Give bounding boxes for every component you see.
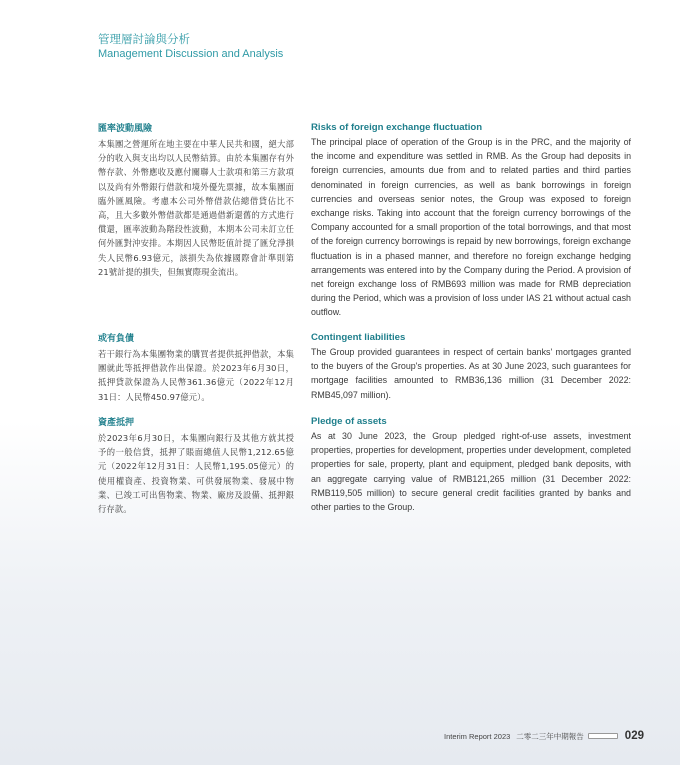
section-pledge-of-assets-zh [98,418,294,516]
section-fx-risk-en [311,122,631,320]
footer-report-zh: 二零二三年中期報告 [516,731,584,741]
header-title-en: Management Discussion and Analysis [98,48,284,60]
footer-divider [588,733,618,739]
section-body-en: As at 30 June 2023, the Group pledged right-of-use assets, investment properties, properties for development, properties under development, completed properties for sale, property, plant and equipment, pledged bank deposits, with an aggregate carrying value of RMB121,265 million (31 December 2022: RMB119,505 million) to secure general credit facilities granted by banks and other parties to the Group. [311,431,631,513]
section-heading-en: Risks of foreign exchange fluctuation [311,122,483,133]
section-heading-zh: 或有負債 [98,334,135,344]
section-body-en: The Group provided guarantees in respect of certain banks' mortgages granted to the buyers of the Group's properties. As at 30 June 2023, such guarantees for mortgage facilities amounted to RMB36,136 million (31 December 2022: RMB45,097 million). [311,347,631,400]
section-heading-en: Contingent liabilities [311,332,406,343]
page-footer [444,729,644,743]
section-body-zh: 於2023年6月30日，本集團向銀行及其他方就其授予的一般信貸，抵押了賬面總值人民幣1,212.65億元（2022年12月31日：人民幣1,195.05億元）的使用權資產、投資物業、可供發展物業、發展中物業、已竣工可出售物業、物業、廠房及設備、抵押銀行存款。 [98,433,294,515]
page-number: 029 [624,730,644,742]
section-body-en: The principal place of operation of the Group is in the PRC, and the majority of the income and expenditure was settled in RMB. As the Group had deposits in foreign currencies, amounts due from and to related parties and third parties denominated in foreign currencies, as well as bank borrowings in foreign currencies and overseas senior notes, the Group was exposed to foreign exchange risks. Taking into account that the foreign currency borrowings of the Company accounted for a small proportion of the total borrowings, and that most of the foreign currency borrowings is repaid by new borrowings, foreign exchange fluctuation is in a phased manner, and therefore no foreign exchange hedging arrangements was entered into by the Company during the Period. A provision of net foreign exchange loss of RMB693 million was made for RMB depreciation during the Period, which was a provision of loss under IAS 21 without actual cash outflow. [311,137,631,318]
section-contingent-liabilities-en [311,332,631,402]
section-fx-risk-zh [98,124,294,279]
section-heading-zh: 匯率波動風險 [98,124,153,134]
section-contingent-liabilities-zh [98,334,294,404]
section-body-zh: 若干銀行為本集團物業的購買者提供抵押借款，本集團就此等抵押借款作出保證。於2023年6月30日，抵押貸款保證為人民幣361.36億元（2022年12月31日：人民幣450.97億元）。 [98,349,294,402]
section-heading-en: Pledge of assets [311,416,387,427]
section-body-zh: 本集團之營運所在地主要在中華人民共和國，絕大部分的收入與支出均以人民幣結算。由於本集團存有外幣存款、外幣應收及應付關聯人士款項和第三方款項以及尚有外幣銀行借款和境外優先票據，故本集團面臨外匯風險。考慮本公司外幣借款佔總借貸佔比不高，且大多數外幣借款都是通過借新還舊的方式進行償還，匯率波動為階段性波動，本期本公司未訂立任何外匯對沖安排。本期因人民幣貶值計提了匯兌淨損失人民幣6.93億元，該損失為依據國際會計準則第21號計提的損失，但無實際現金流出。 [98,139,294,277]
header-title-zh: 管理層討論與分析 [98,32,190,46]
section-heading-zh: 資產抵押 [98,418,135,428]
footer-report-en: Interim Report 2023 [444,731,511,741]
running-header [98,32,283,61]
section-pledge-of-assets-en [311,416,631,514]
